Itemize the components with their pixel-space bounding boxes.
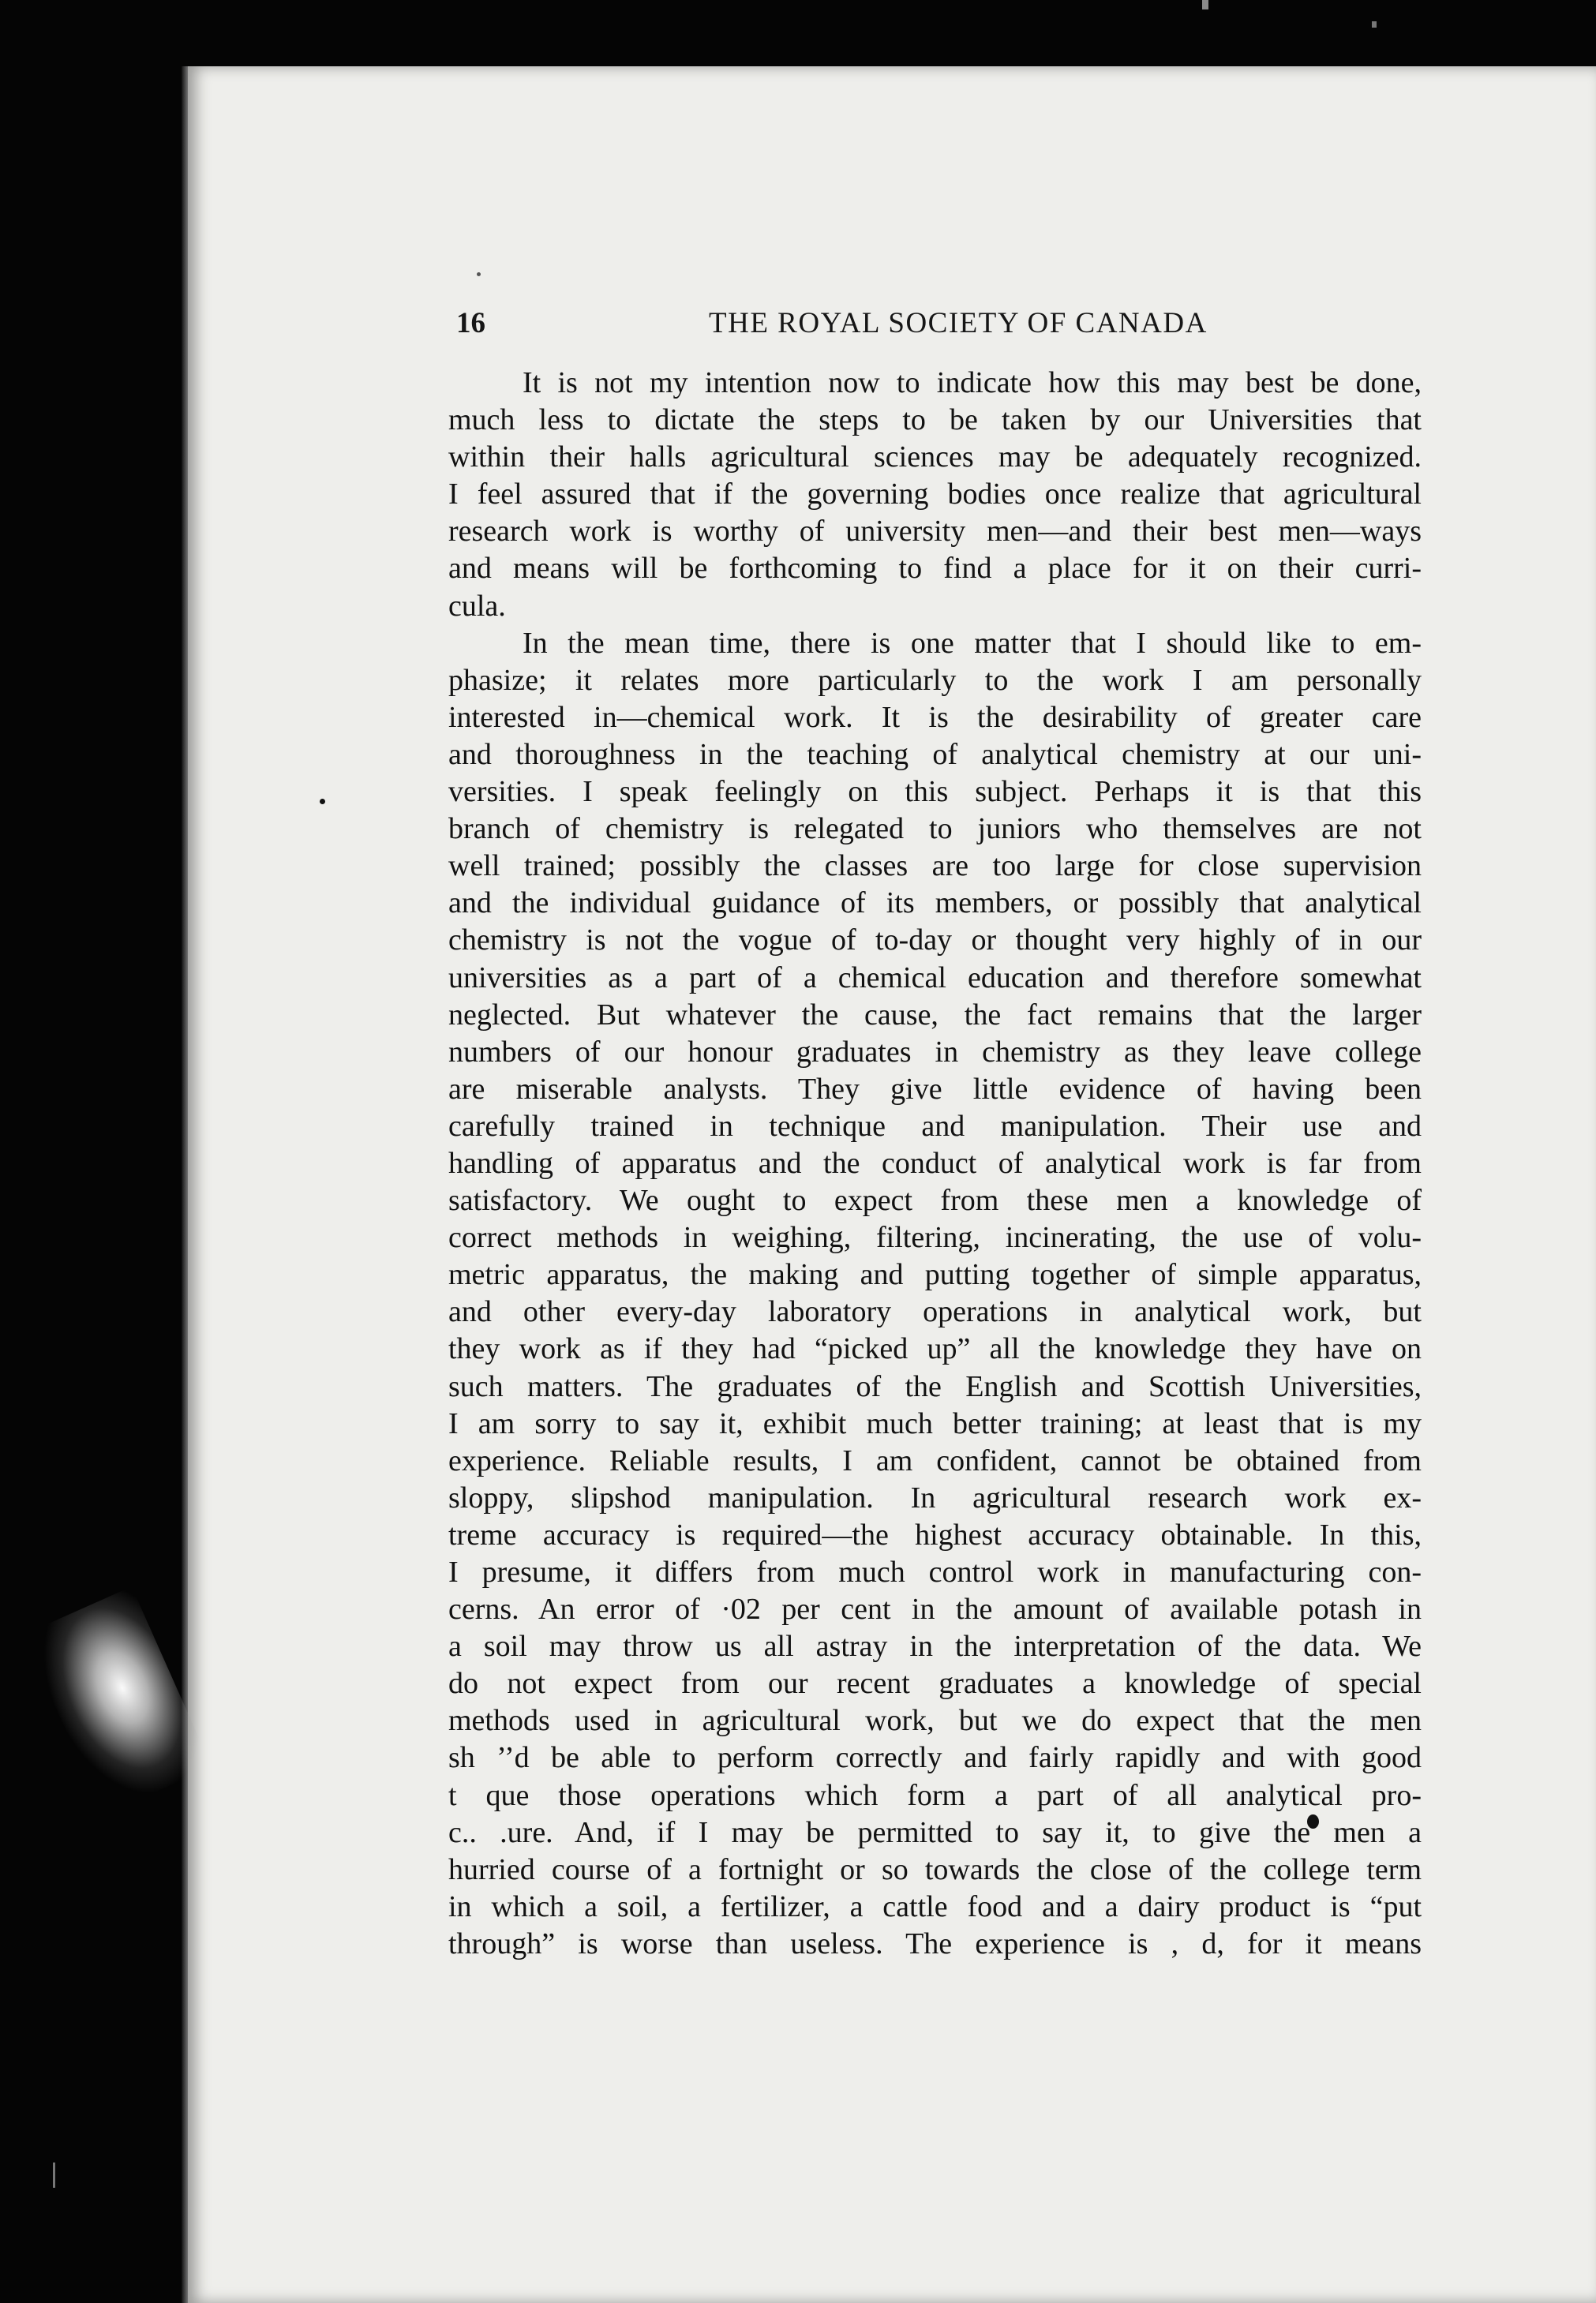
text-line: through” is worse than useless. The experience is , d, for it means [448, 1927, 1422, 1960]
text-line: are miserable analysts. They give little evidence of having been [448, 1072, 1422, 1106]
text-line: chemistry is not the vogue of to-day or thought very highly of in our [448, 923, 1422, 957]
text-line: and the individual guidance of its members, or possibly that analytical [448, 886, 1422, 920]
text-line: I presume, it differs from much control work in manufacturing con- [448, 1556, 1422, 1589]
ink-speck [477, 272, 481, 276]
text-line: much less to dictate the steps to be taken by our Universities that [448, 403, 1422, 437]
text-line: branch of chemistry is relegated to juniors who themselves are not [448, 812, 1422, 846]
scan-dust-mark [1202, 0, 1208, 9]
text-line: universities as a part of a chemical education and therefore somewhat [448, 961, 1422, 994]
text-line: cula. [448, 589, 506, 623]
text-line: within their halls agricultural sciences may be adequately recognized. [448, 440, 1422, 474]
text-line: they work as if they had “picked up” all the knowledge they have on [448, 1332, 1422, 1366]
text-line: sh ’’d be able to perform correctly and fairly rapidly and with good [448, 1741, 1422, 1775]
page-body-text [448, 365, 1422, 1963]
text-line: such matters. The graduates of the English and Scottish Universities, [448, 1369, 1422, 1403]
text-line: research work is worthy of university men—and their best men—ways [448, 515, 1422, 549]
text-line: methods used in agricultural work, but we do expect that the men [448, 1704, 1422, 1738]
text-line: correct methods in weighing, filtering, incinerating, the use of volu- [448, 1221, 1422, 1255]
text-line: hurried course of a fortnight or so towards the close of the college term [448, 1852, 1422, 1886]
text-line: c.. .ure. And, if I may be permitted to say it, to give the men a [448, 1815, 1422, 1849]
text-line: I feel assured that if the governing bodies once realize that agricultural [448, 477, 1422, 511]
text-line: carefully trained in technique and manipulation. Their use and [448, 1109, 1422, 1143]
text-line: t que those operations which form a part of all analytical pro- [448, 1778, 1422, 1812]
running-head-title: THE ROYAL SOCIETY OF CANADA [709, 307, 1208, 339]
text-line: and thoroughness in the teaching of analytical chemistry at our uni- [448, 737, 1422, 771]
text-line: treme accuracy is required—the highest accuracy obtainable. In this, [448, 1518, 1422, 1552]
ink-speck [320, 799, 325, 804]
text-line: and means will be forthcoming to find a place for it on their curri- [448, 552, 1422, 586]
text-line: well trained; possibly the classes are too large for close supervision [448, 849, 1422, 883]
text-line: versities. I speak feelingly on this subject. Perhaps it is that this [448, 775, 1422, 809]
text-line: neglected. But whatever the cause, the fact remains that the larger [448, 998, 1422, 1032]
text-line: and other every-day laboratory operations in analytical work, but [448, 1295, 1422, 1329]
text-line: interested in—chemical work. It is the desirability of greater care [448, 700, 1422, 734]
text-line: satisfactory. We ought to expect from these men a knowledge of [448, 1184, 1422, 1218]
text-line: I am sorry to say it, exhibit much better training; at least that is my [448, 1406, 1422, 1440]
text-line: do not expect from our recent graduates a knowledge of special [448, 1667, 1422, 1701]
text-line: in which a soil, a fertilizer, a cattle food and a dairy product is “put [448, 1889, 1422, 1923]
text-line: a soil may throw us all astray in the interpretation of the data. We [448, 1630, 1422, 1664]
text-line: handling of apparatus and the conduct of analytical work is far from [448, 1146, 1422, 1180]
scan-dust-mark [1372, 21, 1377, 28]
page-number: 16 [456, 307, 485, 339]
text-line: In the mean time, there is one matter that I should like to em- [523, 626, 1422, 660]
text-line: It is not my intention now to indicate how this may best be done, [523, 366, 1422, 399]
text-line: phasize; it relates more particularly to the work I am personally [448, 663, 1422, 697]
margin-mark [53, 2163, 55, 2188]
text-line: experience. Reliable results, I am confident, cannot be obtained from [448, 1444, 1422, 1477]
text-line: cerns. An error of ·02 per cent in the amount of available potash in [448, 1593, 1422, 1627]
text-line: sloppy, slipshod manipulation. In agricultural research work ex- [448, 1481, 1422, 1515]
text-line: numbers of our honour graduates in chemistry as they leave college [448, 1035, 1422, 1069]
text-line: metric apparatus, the making and putting together of simple apparatus, [448, 1258, 1422, 1292]
running-header [456, 300, 1439, 350]
